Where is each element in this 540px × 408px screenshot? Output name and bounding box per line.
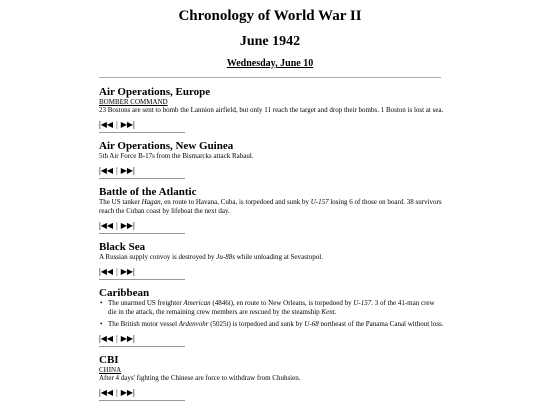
- section-title: Air Operations, New Guinea: [99, 140, 234, 152]
- ship-name: Ardenvohr: [178, 320, 209, 328]
- section-cbi: [99, 354, 444, 401]
- next-day-link[interactable]: ▶▶|: [120, 267, 135, 276]
- nav-links: [99, 267, 444, 277]
- page-title: Chronology of World War II: [178, 8, 362, 24]
- section-title: Caribbean: [99, 287, 150, 299]
- section-title: Battle of the Atlantic: [99, 186, 197, 198]
- submarine-name: U-157: [353, 299, 372, 307]
- section-caribbean: [99, 287, 444, 347]
- bomber-command-link[interactable]: BOMBER COMMAND: [99, 98, 168, 106]
- chronology-content: [99, 86, 444, 408]
- ship-name: Hagan: [141, 198, 161, 206]
- section-divider: [99, 132, 185, 133]
- next-day-link[interactable]: ▶▶|: [120, 120, 135, 129]
- month-heading: June 1942: [239, 34, 301, 49]
- nav-separator: |: [116, 388, 118, 397]
- header-divider: [99, 77, 441, 78]
- next-day-link[interactable]: ▶▶|: [120, 388, 135, 397]
- entry-text: A Russian supply convoy is destroyed by Ju-88s while unloading at Sevastopol.: [99, 253, 323, 261]
- entry-text: The US tanker Hagan, en route to Havana, Cuba, is torpedoed and sunk by U-157 losing 6 of those on board. 38 survivors reach the Cuban coast by lifeboat the next day.: [99, 198, 442, 215]
- section-divider: [99, 346, 185, 347]
- nav-separator: |: [116, 334, 118, 343]
- section-divider: [99, 400, 185, 401]
- day-heading: Wednesday, June 10: [226, 58, 314, 69]
- entry-text: 5th Air Force B-17s from the Bismarcks attack Rabaul.: [99, 152, 254, 160]
- section-divider: [99, 178, 185, 179]
- section-battle-of-the-atlantic: [99, 186, 444, 234]
- section-divider: [99, 279, 185, 280]
- previous-day-link[interactable]: |◀◀: [99, 120, 114, 129]
- entry-list: [99, 299, 444, 329]
- nav-links: [99, 120, 444, 130]
- section-air-operations-new-guinea: [99, 140, 444, 179]
- list-item: • The British motor vessel Ardenvohr (5025t) is torpedoed and sunk by U-68 northeast of the Panama Canal without loss.: [99, 320, 444, 329]
- nav-links: [99, 221, 444, 231]
- aircraft-name: Ju-88s: [216, 253, 235, 261]
- next-day-link[interactable]: ▶▶|: [120, 334, 135, 343]
- previous-day-link[interactable]: |◀◀: [99, 267, 114, 276]
- submarine-name: U-157: [310, 198, 329, 206]
- section-black-sea: [99, 241, 444, 280]
- nav-separator: |: [116, 166, 118, 175]
- entry-text: After 4 days' fighting the Chinese are force to withdraw from Chuhsien.: [99, 374, 301, 382]
- section-title: Air Operations, Europe: [99, 86, 211, 98]
- submarine-name: U-68: [304, 320, 319, 328]
- nav-links: [99, 166, 444, 176]
- nav-separator: |: [116, 267, 118, 276]
- previous-day-link[interactable]: |◀◀: [99, 221, 114, 230]
- section-divider: [99, 233, 185, 234]
- section-title: CBI: [99, 354, 119, 366]
- china-link[interactable]: CHINA: [99, 366, 122, 374]
- section-title: Black Sea: [99, 241, 146, 253]
- ship-name: Kent: [321, 308, 335, 316]
- entry-text: 23 Bostons are sent to bomb the Lannion airfield, but only 11 reach the target and drop their bombs. 1 Boston is lost at sea.: [99, 106, 444, 114]
- list-item: • The unarmed US freighter American (4846t), en route to New Orleans, is torpedoed by U-157. 3 of the 41-man crew die in the attack, the remaining crew members are rescued by the steamship Kent.: [99, 299, 444, 317]
- previous-day-link[interactable]: |◀◀: [99, 388, 114, 397]
- nav-links: [99, 334, 444, 344]
- nav-separator: |: [116, 221, 118, 230]
- previous-day-link[interactable]: |◀◀: [99, 334, 114, 343]
- nav-links: [99, 388, 444, 398]
- nav-separator: |: [116, 120, 118, 129]
- previous-day-link[interactable]: |◀◀: [99, 166, 114, 175]
- ship-name: American: [183, 299, 211, 307]
- next-day-link[interactable]: ▶▶|: [120, 166, 135, 175]
- section-air-operations-europe: [99, 86, 444, 133]
- next-day-link[interactable]: ▶▶|: [120, 221, 135, 230]
